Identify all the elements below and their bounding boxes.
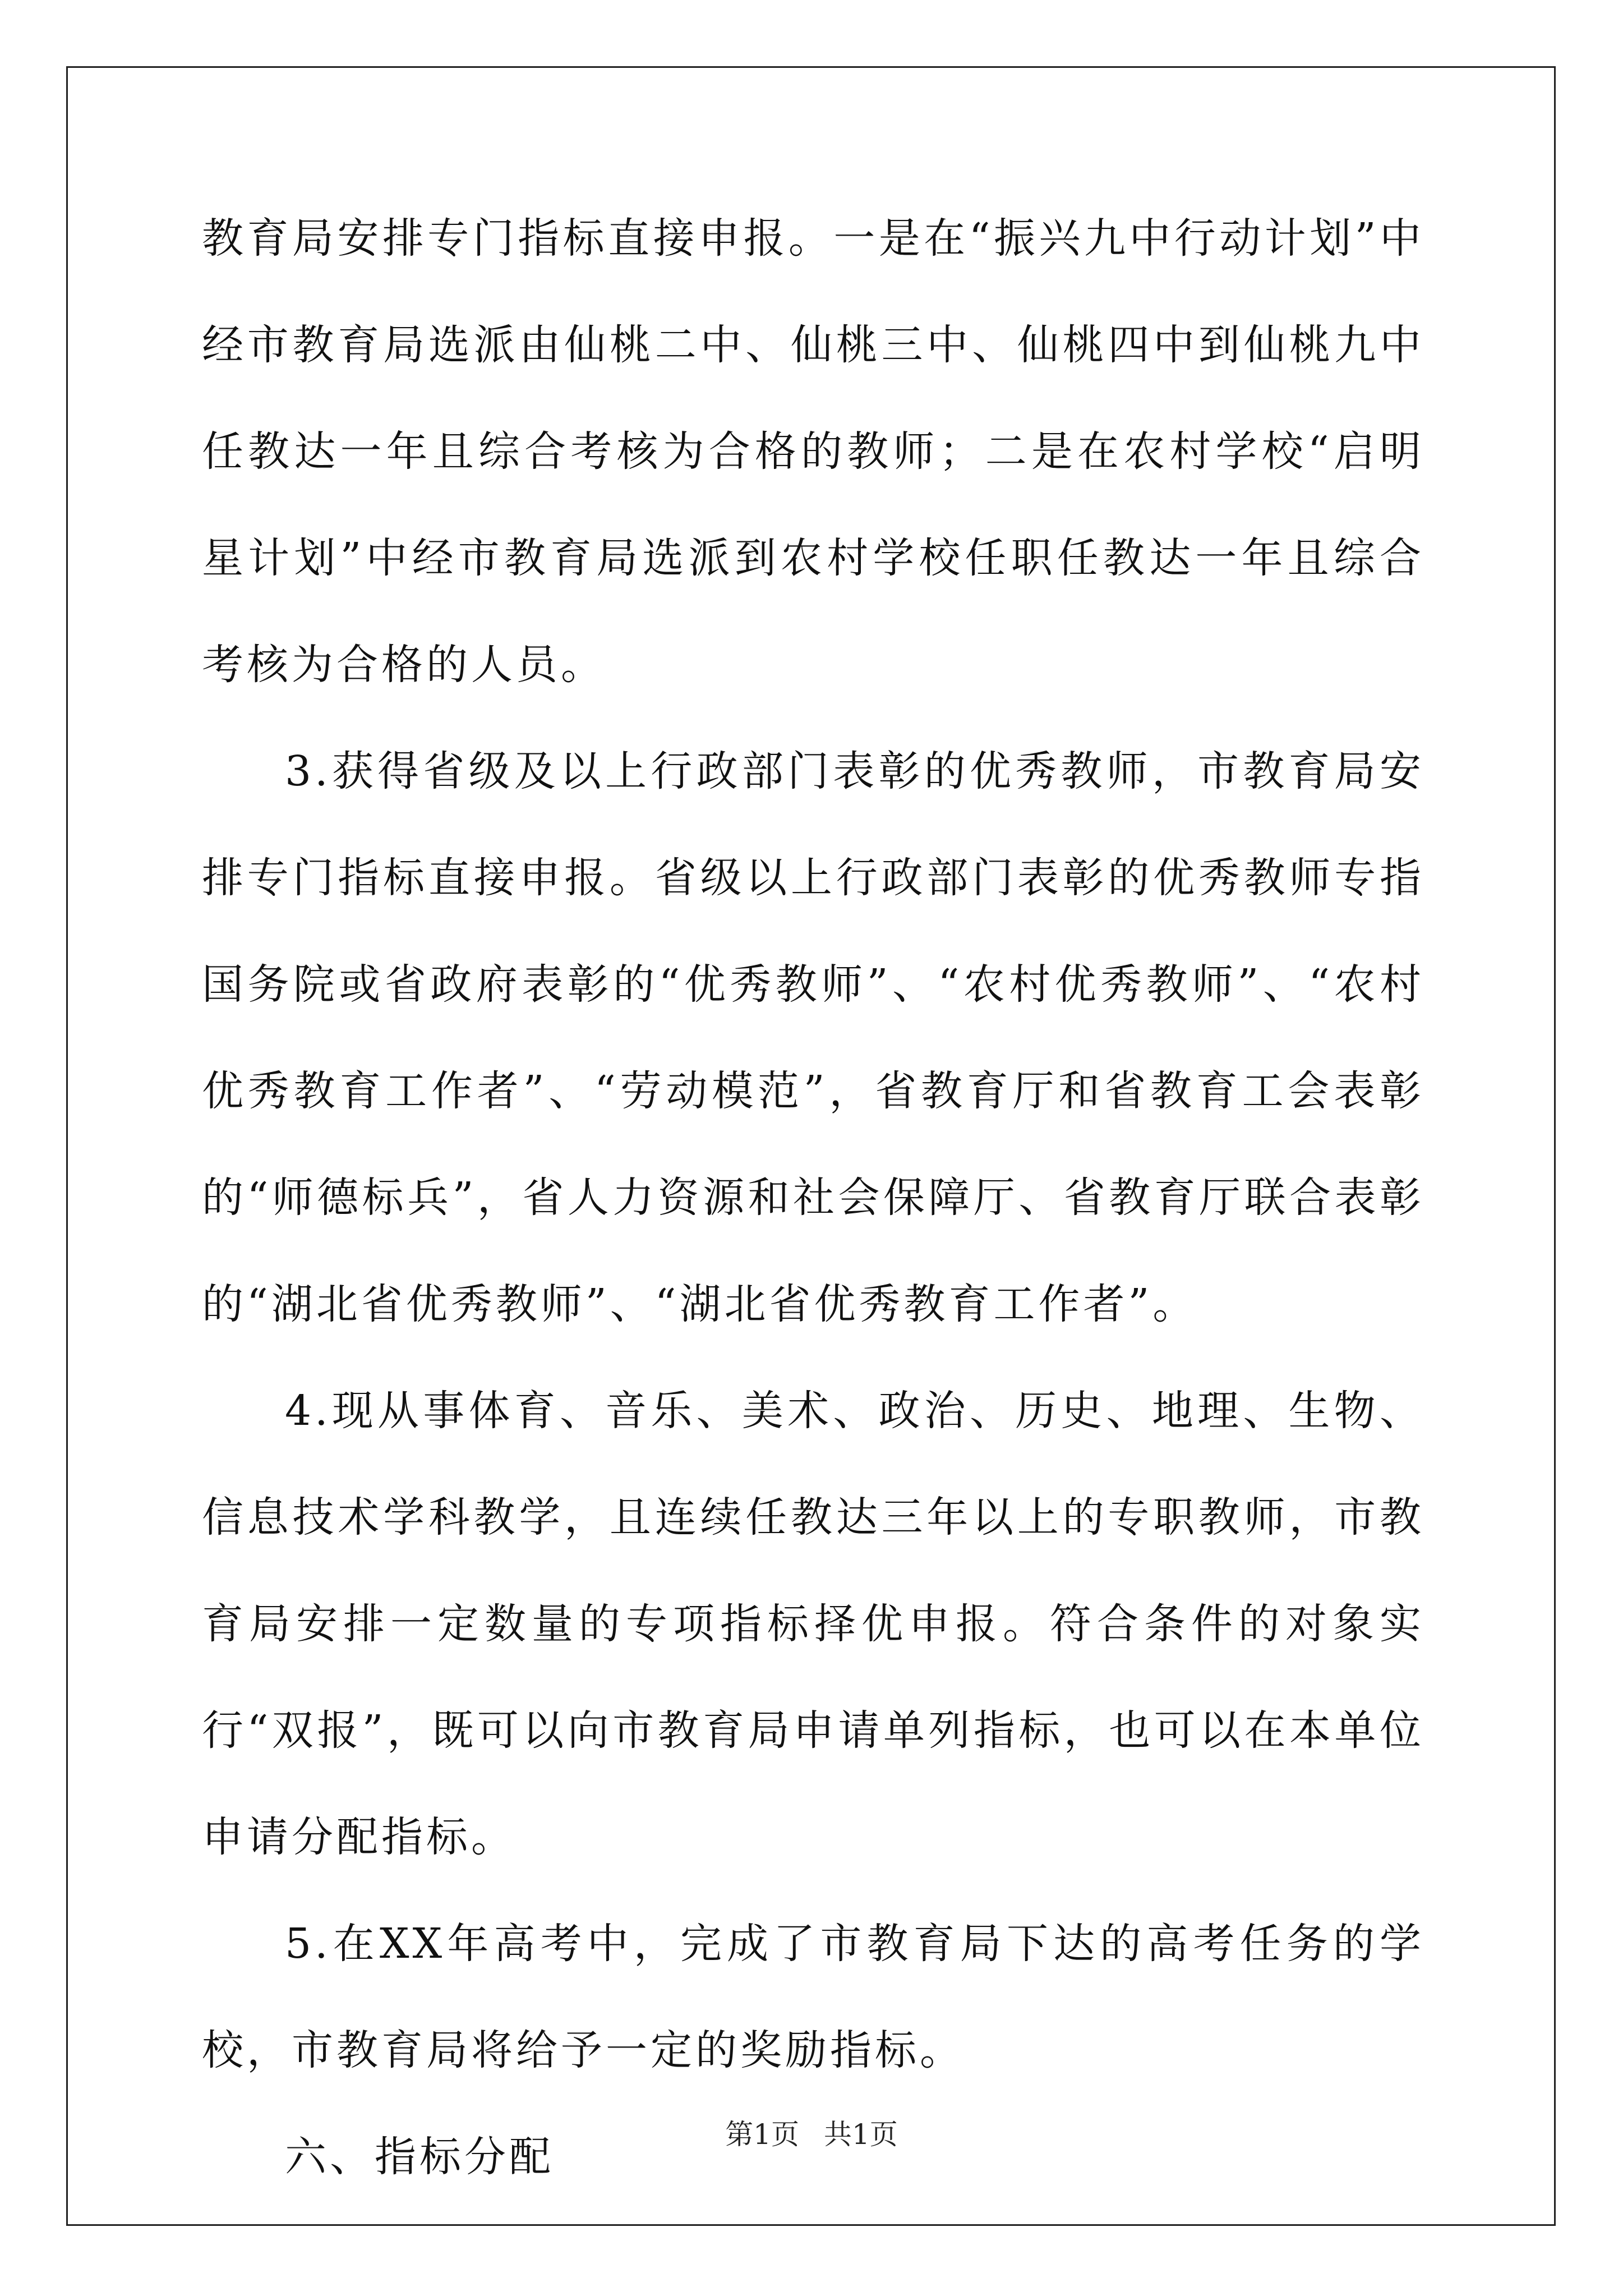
paragraph-item-3: 3.获得省级及以上行政部门表彰的优秀教师，市教育局安排专门指标直接申报。省级以上行政部门表彰的优秀教师专指国务院或省政府表彰的“优秀教师”、“农村优秀教师”、“农村优秀教育工作者”、“劳动模范”，省教育厅和省教育工会表彰的“师德标兵”，省人力资源和社会保障厅、省教育厅联合表彰的“湖北省优秀教师”、“湖北省优秀教育工作者”。 xyxy=(202,747,1424,1328)
paragraph-item-4: 4.现从事体育、音乐、美术、政治、历史、地理、生物、信息技术学科教学，且连续任教达三年以上的专职教师，市教育局安排一定数量的专项指标择优申报。符合条件的对象实行“双报”，既可以向市教育局申请单列指标，也可以在本单位申请分配指标。 xyxy=(202,1387,1424,1861)
paragraph-item-5: 5.在XX年高考中，完成了市教育局下达的高考任务的学校，市教育局将给予一定的奖励指标。 xyxy=(202,1920,1424,2074)
paragraph-continuation: 教育局安排专门指标直接申报。一是在“振兴九中行动计划”中经市教育局选派由仙桃二中、仙桃三中、仙桃四中到仙桃九中任教达一年且综合考核为合格的教师；二是在农村学校“启明星计划”中经市教育局选派到农村学校任职任教达一年且综合考核为合格的人员。 xyxy=(202,214,1424,689)
page-total: 共1页 xyxy=(824,2118,898,2151)
page-footer xyxy=(0,2118,1623,2151)
page-number: 第1页 xyxy=(725,2118,799,2151)
section-heading: 六、指标分配 xyxy=(285,2133,554,2181)
document-body xyxy=(202,185,1424,2210)
